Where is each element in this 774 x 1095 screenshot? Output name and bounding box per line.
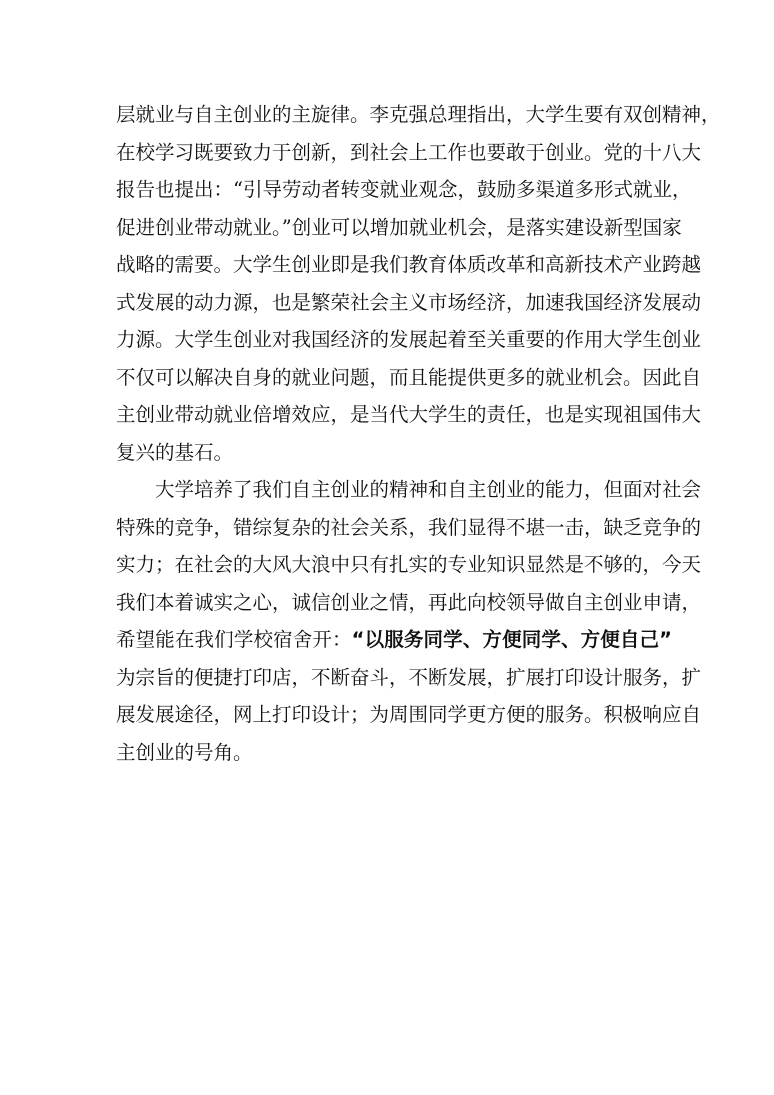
slogan-line — [116, 621, 672, 659]
text-line: 复兴的基石。 — [116, 440, 234, 464]
text-line: 实力；在社会的大风大浪中只有扎实的专业知识显然是不够的，今天 — [116, 553, 702, 576]
text-line: 报告也提出：“引导劳动者转变就业观念，鼓励多渠道多形式就业， — [116, 178, 692, 201]
slogan-prefix: 希望能在我们学校宿舍开： — [116, 628, 352, 651]
body-text — [116, 96, 721, 771]
text-line: 式发展的动力源，也是繁荣社会主义市场经济，加速我国经济发展动 — [116, 290, 702, 314]
text-line: 我们本着诚实之心，诚信创业之情，再此向校领导做自主创业申请， — [116, 590, 702, 614]
text-line: 层就业与自主创业的主旋律。李克强总理指出，大学生要有双创精神， — [116, 103, 721, 126]
text-line: 力源。大学生创业对我国经济的发展起着至关重要的作用大学生创业 — [116, 328, 702, 351]
text-line: 主创业的号角。 — [116, 740, 253, 764]
text-line: 在校学习既要致力于创新，到社会上工作也要敢于创业。党的十八大 — [116, 140, 702, 164]
paragraph-1 — [116, 96, 721, 471]
text-line: 特殊的竞争，错综复杂的社会关系，我们显得不堪一击，缺乏竞争的 — [116, 515, 702, 539]
text-line: 大学培养了我们自主创业的精神和自主创业的能力，但面对社会 — [155, 478, 702, 501]
text-line: 展发展途径，网上打印设计；为周围同学更方便的服务。积极响应自 — [116, 703, 702, 726]
text-line: 不仅可以解决自身的就业问题，而且能提供更多的就业机会。因此自 — [116, 365, 702, 389]
text-line: 战略的需要。大学生创业即是我们教育体质改革和高新技术产业跨越 — [116, 253, 702, 276]
text-line: 促进创业带动就业。”创业可以增加就业机会，是落实建设新型国家 — [116, 215, 682, 239]
text-line: 主创业带动就业倍增效应，是当代大学生的责任，也是实现祖国伟大 — [116, 403, 702, 426]
slogan-emphasis: “以服务同学、方便同学、方便自己” — [351, 628, 672, 651]
text-line: 为宗旨的便捷打印店，不断奋斗，不断发展，扩展打印设计服务，扩 — [116, 665, 702, 689]
paragraph-2 — [116, 471, 702, 771]
